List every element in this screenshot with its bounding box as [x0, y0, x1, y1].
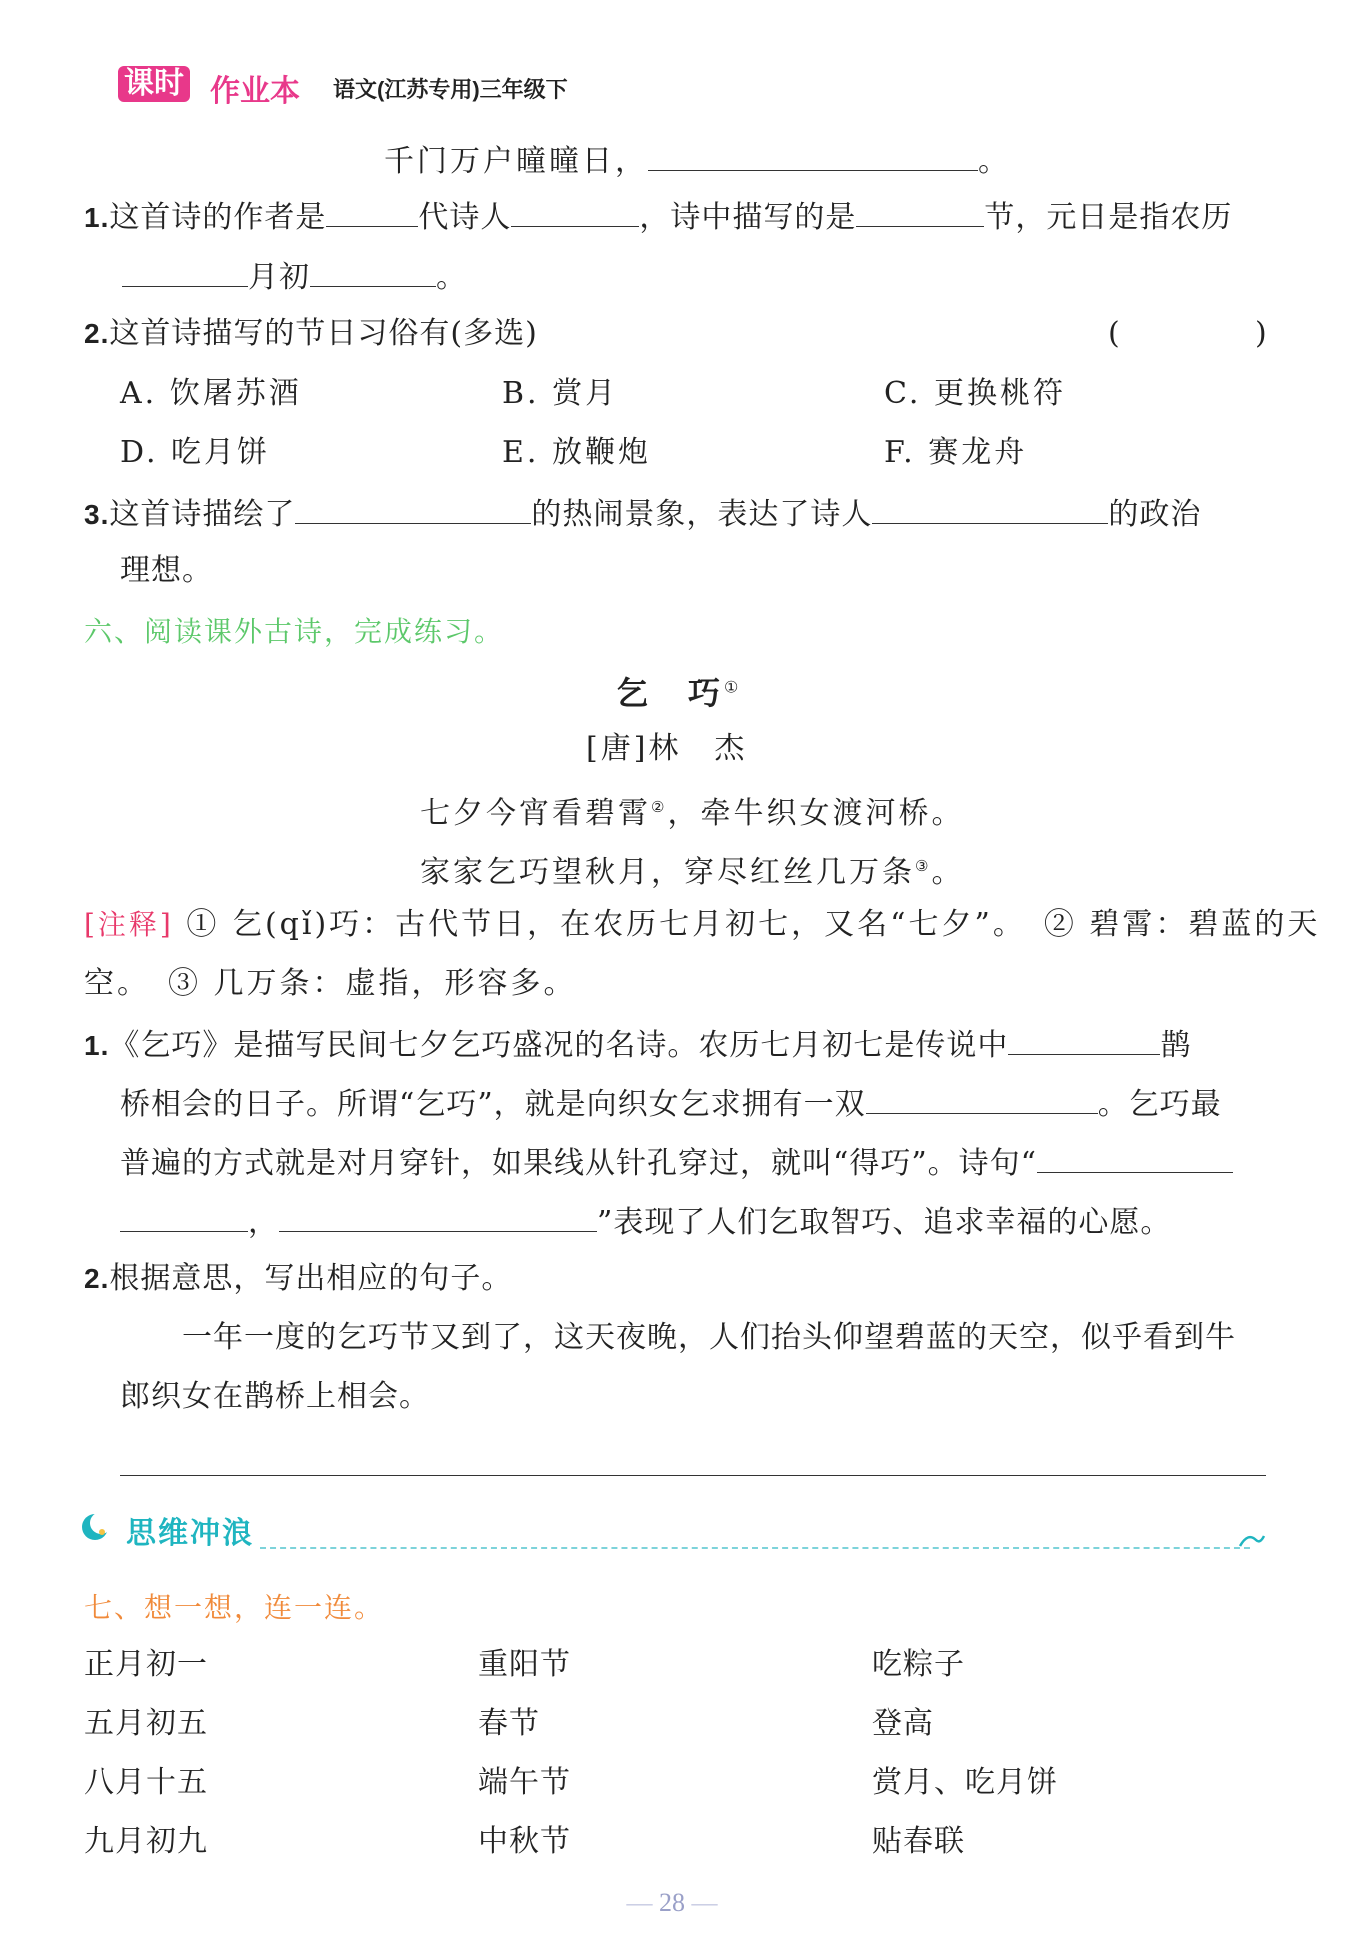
date-item[interactable]: 八月十五 — [84, 1765, 208, 1800]
answer-paren-close: ) — [1255, 316, 1268, 351]
poem-author: [唐]林 杰 — [586, 731, 748, 766]
option-f[interactable]: F. 赛龙舟 — [884, 435, 1028, 470]
answer-blank[interactable] — [648, 140, 978, 171]
date-item[interactable]: 九月初九 — [84, 1824, 208, 1859]
answer-blank[interactable] — [1008, 1024, 1160, 1055]
reading-question-2: 2.根据意思，写出相应的句子。 — [84, 1261, 513, 1296]
question-1: 1.这首诗的作者是 代诗人 ，诗中描写的是 节，元日是指农历 — [84, 196, 1232, 237]
poem-title: 乞 巧① — [616, 674, 743, 712]
festival-item[interactable]: 春节 — [478, 1706, 540, 1741]
section-6-heading: 六、阅读课外古诗，完成练习。 — [84, 616, 505, 647]
thinking-title: 思维冲浪 — [126, 1517, 254, 1550]
answer-paren-open: ( — [1108, 316, 1121, 351]
book-subject: 语文(江苏专用)三年级下 — [333, 77, 568, 102]
meaning-paragraph-1: 一年一度的乞巧节又到了，这天夜晚，人们抬头仰望碧蓝的天空，似乎看到牛 — [182, 1320, 1236, 1355]
festival-item[interactable]: 重阳节 — [478, 1647, 571, 1682]
answer-blank[interactable] — [866, 1083, 1098, 1114]
question-1-cont: 月初 。 — [122, 256, 467, 297]
answer-blank[interactable] — [122, 256, 248, 287]
question-3: 3.这首诗描绘了 的热闹景象，表达了诗人 的政治 — [84, 493, 1201, 534]
book-brand: 作业本 — [210, 75, 300, 108]
festival-item[interactable]: 中秋节 — [478, 1824, 571, 1859]
question-3-cont: 理想。 — [120, 553, 213, 588]
annotation-line-1: [注释] ① 乞(qǐ)巧：古代节日，在农历七月初七，又名“七夕”。 ② 碧霄：碧蓝的天 — [84, 907, 1321, 942]
festival-item[interactable]: 端午节 — [478, 1765, 571, 1800]
answer-blank[interactable] — [1037, 1142, 1233, 1173]
section-divider — [260, 1547, 1250, 1549]
custom-item[interactable]: 吃粽子 — [872, 1647, 965, 1682]
poem-line-2: 家家乞巧望秋月，穿尽红丝几万条③。 — [420, 855, 965, 890]
answer-blank[interactable] — [310, 256, 436, 287]
reading-question-1: 1.《乞巧》是描写民间七夕乞巧盛况的名诗。农历七月初七是传说中 鹊 — [84, 1024, 1191, 1065]
reading-question-1-line3: 普遍的方式就是对月穿针，如果线从针孔穿过，就叫“得巧”。诗句“ — [120, 1142, 1233, 1183]
annotation-line-2: 空。 ③ 几万条：虚指，形容多。 — [84, 966, 577, 1001]
question-2: 2.这首诗描写的节日习俗有(多选) — [84, 316, 538, 351]
book-logo: 课时 — [118, 66, 190, 102]
crescent-icon — [80, 1512, 110, 1542]
answer-line[interactable] — [120, 1475, 1266, 1476]
annotation-tag: [注释] — [84, 908, 174, 941]
answer-blank[interactable] — [856, 196, 984, 227]
custom-item[interactable]: 登高 — [872, 1706, 934, 1741]
option-d[interactable]: D. 吃月饼 — [120, 435, 271, 470]
answer-blank[interactable] — [872, 493, 1108, 524]
answer-blank[interactable] — [326, 196, 418, 227]
custom-item[interactable]: 赏月、吃月饼 — [872, 1765, 1058, 1800]
poem-line-1: 七夕今宵看碧霄②，牵牛织女渡河桥。 — [420, 796, 965, 831]
answer-blank[interactable] — [295, 493, 531, 524]
date-item[interactable]: 正月初一 — [84, 1647, 208, 1682]
date-item[interactable]: 五月初五 — [84, 1706, 208, 1741]
section-7-heading: 七、想一想，连一连。 — [84, 1592, 385, 1623]
answer-box[interactable] — [1130, 318, 1250, 354]
poem-last-line: 千门万户曈曈日， 。 — [384, 140, 1011, 181]
answer-blank[interactable] — [511, 196, 639, 227]
option-e[interactable]: E. 放鞭炮 — [502, 435, 651, 470]
answer-blank[interactable] — [279, 1201, 597, 1232]
option-a[interactable]: A. 饮屠苏酒 — [120, 376, 302, 411]
page-number: — 28 — — [626, 1888, 718, 1917]
custom-item[interactable]: 贴春联 — [872, 1824, 965, 1859]
meaning-paragraph-2: 郎织女在鹊桥上相会。 — [120, 1379, 430, 1414]
reading-question-1-line4: ， ”表现了人们乞取智巧、追求幸福的心愿。 — [120, 1201, 1171, 1242]
option-b[interactable]: B. 赏月 — [502, 376, 619, 411]
reading-question-1-line2: 桥相会的日子。所谓“乞巧”，就是向织女乞求拥有一双 。乞巧最 — [120, 1083, 1222, 1124]
option-c[interactable]: C. 更换桃符 — [884, 376, 1066, 411]
wave-icon — [1238, 1530, 1266, 1550]
answer-blank[interactable] — [120, 1201, 248, 1232]
